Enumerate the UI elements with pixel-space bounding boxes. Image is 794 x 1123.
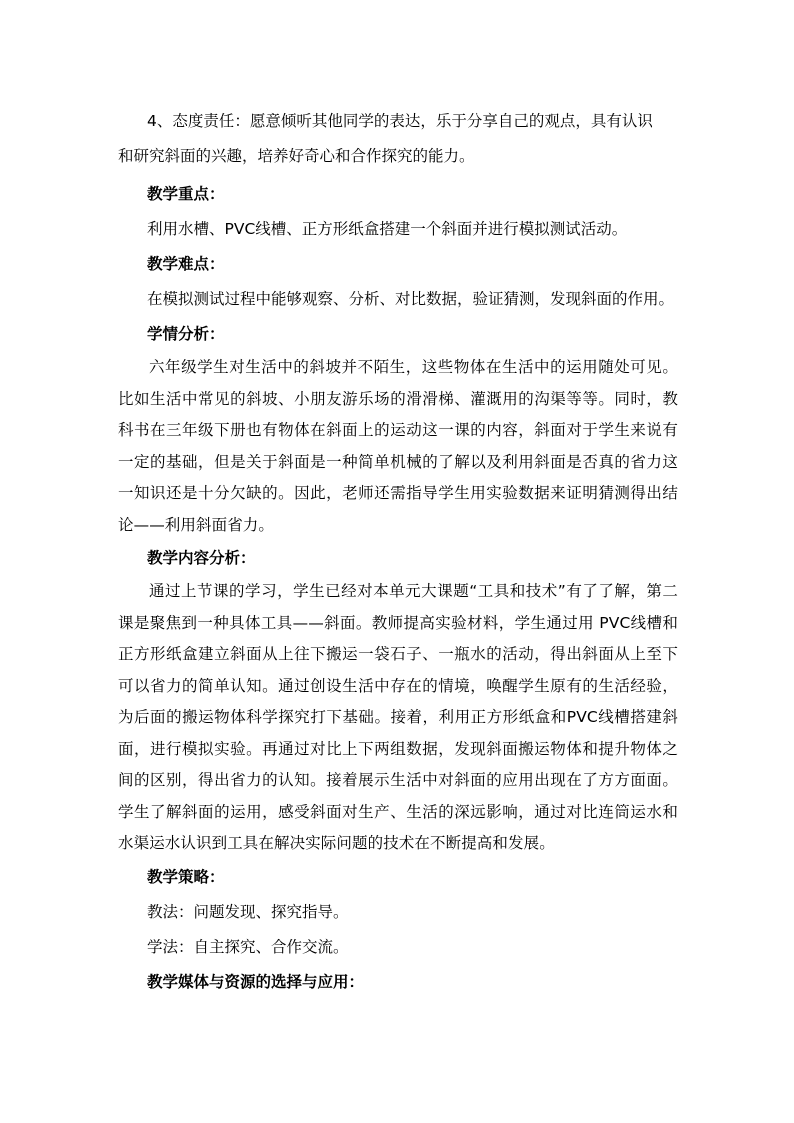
media-heading: 教学媒体与资源的选择与应用： — [147, 972, 365, 991]
teaching-method: 教法：问题发现、探究指导。 — [147, 902, 349, 921]
strategies-heading: 教学策略： — [147, 867, 225, 886]
learning-method: 学法：自主探究、合作交流。 — [147, 937, 349, 956]
content-analysis-text: 通过上节课的学习，学生已经对本单元大课题“工具和技术”有了了解，第二课是聚焦到一种具体工具——斜面。教师提高实验材料，学生通过用 PVC线槽和正方形纸盒建立斜面从上往下搬运一袋石子、一瓶水的活动，得出斜面从上至下可以省力的简单认知。通过创设生活中存在的情境，唤醒学生原有的生活经验，为后面的搬运物体科学探究打下基础。接着，利用正方形纸盒和PVC线槽搭建斜面，进行模拟实验。再通过对比上下两组数据，发现斜面搬运物体和提升物体之间的区别，得出省力的认知。接着展示生活中对斜面的应用出现在了方方面面。学生了解斜面的运用，感受斜面对生产、生活的深远影响，通过对比连筒运水和水渠运水认识到工具在解决实际问题的技术在不断提高和发展。 — [118, 582, 678, 852]
document-body — [118, 104, 678, 1000]
difficulties-text: 在模拟测试过程中能够观察、分析、对比数据，验证猜测，发现斜面的作用。 — [147, 290, 675, 308]
content-analysis-heading: 教学内容分析： — [147, 549, 256, 567]
difficulties-heading: 教学难点： — [147, 255, 225, 273]
learner-analysis-heading: 学情分析： — [147, 325, 225, 343]
attitude-section — [118, 104, 678, 174]
learner-analysis-text: 六年级学生对生活中的斜坡并不陌生，这些物体在生活中的运用随处可见。比如生活中常见的斜坡、小朋友游乐场的滑滑梯、灌溉用的沟渠等等。同时，教科书在三年级下册也有物体在斜面上的运动这一课的内容，斜面对于学生来说有一定的基础，但是关于斜面是一种简单机械的了解以及利用斜面是否真的省力这一知识还是十分欠缺的。因此，老师还需指导学生用实验数据来证明猜测得出结论——利用斜面省力。 — [118, 358, 678, 534]
key-points-text: 利用水槽、PVC线槽、正方形纸盒搭建一个斜面并进行模拟测试活动。 — [147, 220, 628, 238]
attitude-line-1: 4、态度责任：愿意倾听其他同学的表达，乐于分享自己的观点，具有认识 — [147, 112, 653, 130]
key-points-heading: 教学重点： — [147, 185, 225, 203]
attitude-line-2: 和研究斜面的兴趣，培养好奇心和合作探究的能力。 — [118, 147, 475, 165]
